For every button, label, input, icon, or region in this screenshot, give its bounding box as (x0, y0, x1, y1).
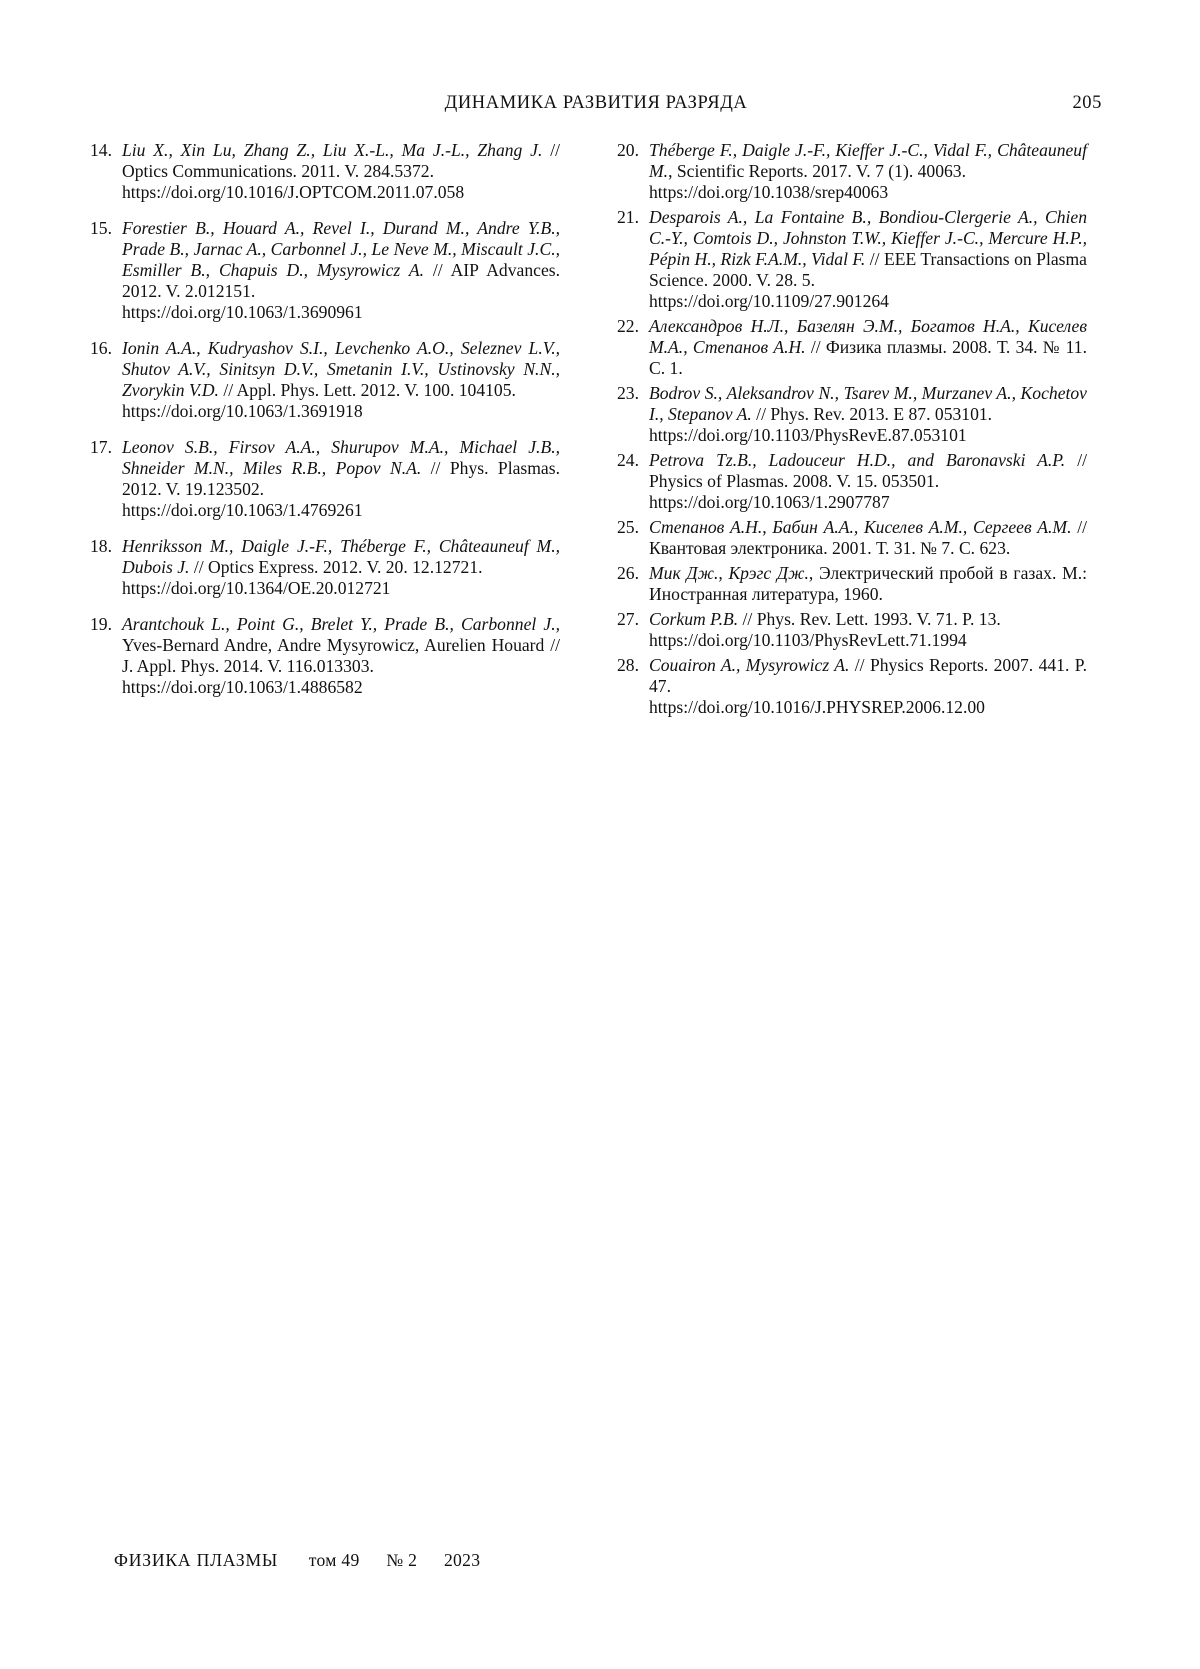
reference-authors: Théberge F., Daigle J.-F., Kieffer J.-C., Vidal F., Châteauneuf M. (649, 140, 1087, 181)
reference-source: // Phys. Rev. 2013. E 87. 053101. (751, 404, 993, 424)
reference-authors: Мик Дж., Крэгс Дж. (649, 563, 809, 583)
reference-number: 21. (617, 207, 639, 227)
reference-source: // Physics of Plasmas. 2008. V. 15. 053501. (649, 450, 1087, 491)
reference-number: 24. (617, 450, 639, 470)
reference-source: , Scientific Reports. 2017. V. 7 (1). 40063. (668, 161, 966, 181)
reference-item (617, 450, 1087, 513)
reference-doi[interactable]: https://doi.org/10.1103/PhysRevE.87.053101 (649, 425, 967, 445)
reference-item (90, 140, 560, 203)
reference-doi[interactable]: https://doi.org/10.1016/J.OPTCOM.2011.07.058 (122, 182, 465, 202)
reference-source: , Электрический пробой в газах. М.: Иностранная литература, 1960. (649, 563, 1088, 604)
reference-item (90, 218, 560, 323)
reference-source: // Appl. Phys. Lett. 2012. V. 100. 104105. (218, 380, 516, 400)
reference-authors: Ionin A.A., Kudryashov S.I., Levchenko A.O., Seleznev L.V., Shutov A.V., Sinitsyn D.V., Smetanin I.V., Ustinovsky N.N., Zvorykin V.D. (122, 338, 560, 400)
reference-item (617, 207, 1087, 312)
reference-source: // Physics Reports. 2007. 441. P. 47. (649, 655, 1087, 696)
reference-number: 20. (617, 140, 639, 160)
reference-number: 23. (617, 383, 639, 403)
reference-source: // AIP Advances. 2012. V. 2.012151. (122, 260, 560, 301)
reference-source: Yves-Bernard Andre, Andre Mysyrowicz, Aurelien Houard // J. Appl. Phys. 2014. V. 116.013303. (122, 635, 560, 676)
reference-doi[interactable]: https://doi.org/10.1364/OE.20.012721 (122, 578, 391, 598)
reference-item (617, 563, 1087, 605)
reference-number: 19. (90, 614, 112, 634)
references-column-left (90, 140, 560, 713)
reference-doi[interactable]: https://doi.org/10.1063/1.3691918 (122, 401, 363, 421)
journal-year: 2023 (443, 1550, 481, 1570)
reference-item (617, 609, 1087, 651)
reference-number: 26. (617, 563, 639, 583)
reference-authors: Степанов А.Н., Бабин А.А., Киселев А.М., Сергеев А.М. (649, 517, 1072, 537)
references-column-right (617, 140, 1087, 722)
reference-number: 27. (617, 609, 639, 629)
reference-authors: Desparois A., La Fontaine B., Bondiou-Clergerie A., Chien C.-Y., Comtois D., Johnston T.W., Kieffer J.-C., Mercure H.P., Pépin H., Rizk F.A.M., Vidal F. (649, 207, 1087, 269)
journal-volume: том 49 (308, 1550, 360, 1570)
reference-number: 16. (90, 338, 112, 358)
reference-item (617, 383, 1087, 446)
reference-source: // Phys. Plasmas. 2012. V. 19.123502. (122, 458, 560, 499)
reference-number: 14. (90, 140, 112, 160)
reference-source: // EEE Transactions on Plasma Science. 2000. V. 28. 5. (649, 249, 1087, 290)
journal-name: ФИЗИКА ПЛАЗМЫ (114, 1550, 279, 1570)
journal-footer (114, 1550, 502, 1571)
reference-number: 18. (90, 536, 112, 556)
reference-number: 17. (90, 437, 112, 457)
reference-authors: Forestier B., Houard A., Revel I., Durand M., Andre Y.B., Prade B., Jarnac A., Carbonnel J., Le Neve M., Miscault J.C., Esmiller B., Chapuis D., Mysyrowicz A. (122, 218, 560, 280)
running-title: ДИНАМИКА РАЗВИТИЯ РАЗРЯДА (444, 93, 748, 113)
page-number: 205 (1072, 93, 1102, 113)
reference-item (90, 338, 560, 422)
reference-source: // Optics Express. 2012. V. 20. 12.12721. (189, 557, 483, 577)
reference-item (617, 655, 1087, 718)
reference-doi[interactable]: https://doi.org/10.1109/27.901264 (649, 291, 889, 311)
reference-source: // Optics Communications. 2011. V. 284.5372. (122, 140, 560, 181)
reference-doi[interactable]: https://doi.org/10.1063/1.4769261 (122, 500, 363, 520)
journal-issue: № 2 (386, 1550, 418, 1570)
reference-doi[interactable]: https://doi.org/10.1103/PhysRevLett.71.1994 (649, 630, 967, 650)
reference-doi[interactable]: https://doi.org/10.1063/1.2907787 (649, 492, 890, 512)
reference-number: 28. (617, 655, 639, 675)
reference-authors: Petrova Tz.B., Ladouceur H.D., and Baronavski A.P. (649, 450, 1066, 470)
reference-number: 22. (617, 316, 639, 336)
reference-item (90, 437, 560, 521)
reference-number: 25. (617, 517, 639, 537)
reference-item (90, 614, 560, 698)
reference-item (617, 140, 1087, 203)
reference-authors: Arantchouk L., Point G., Brelet Y., Prade B., Carbonnel J., (122, 614, 560, 634)
reference-authors: Liu X., Xin Lu, Zhang Z., Liu X.-L., Ma J.-L., Zhang J. (122, 140, 543, 160)
reference-source: // Phys. Rev. Lett. 1993. V. 71. P. 13. (738, 609, 1001, 629)
reference-authors: Александров Н.Л., Базелян Э.М., Богатов Н.А., Киселев М.А., Степанов А.Н. (649, 316, 1087, 357)
reference-authors: Bodrov S., Aleksandrov N., Tsarev M., Murzanev A., Kochetov I., Stepanov A. (649, 383, 1087, 424)
reference-item (90, 536, 560, 599)
reference-item (617, 316, 1087, 379)
reference-authors: Henriksson M., Daigle J.-F., Théberge F., Châteauneuf M., Dubois J. (122, 536, 560, 577)
reference-doi[interactable]: https://doi.org/10.1016/J.PHYSREP.2006.12.00 (649, 697, 985, 717)
reference-authors: Corkum P.B. (649, 609, 739, 629)
reference-source: // Физика плазмы. 2008. Т. 34. № 11. С. 1. (649, 337, 1087, 378)
reference-doi[interactable]: https://doi.org/10.1063/1.4886582 (122, 677, 363, 697)
reference-doi[interactable]: https://doi.org/10.1038/srep40063 (649, 182, 889, 202)
reference-item (617, 517, 1087, 559)
reference-source: // Квантовая электроника. 2001. Т. 31. № 7. С. 623. (649, 517, 1087, 558)
reference-authors: Couairon A., Mysyrowicz A. (649, 655, 850, 675)
reference-doi[interactable]: https://doi.org/10.1063/1.3690961 (122, 302, 363, 322)
reference-authors: Leonov S.B., Firsov A.A., Shurupov M.A., Michael J.B., Shneider M.N., Miles R.B., Popov N.A. (122, 437, 560, 478)
reference-number: 15. (90, 218, 112, 238)
